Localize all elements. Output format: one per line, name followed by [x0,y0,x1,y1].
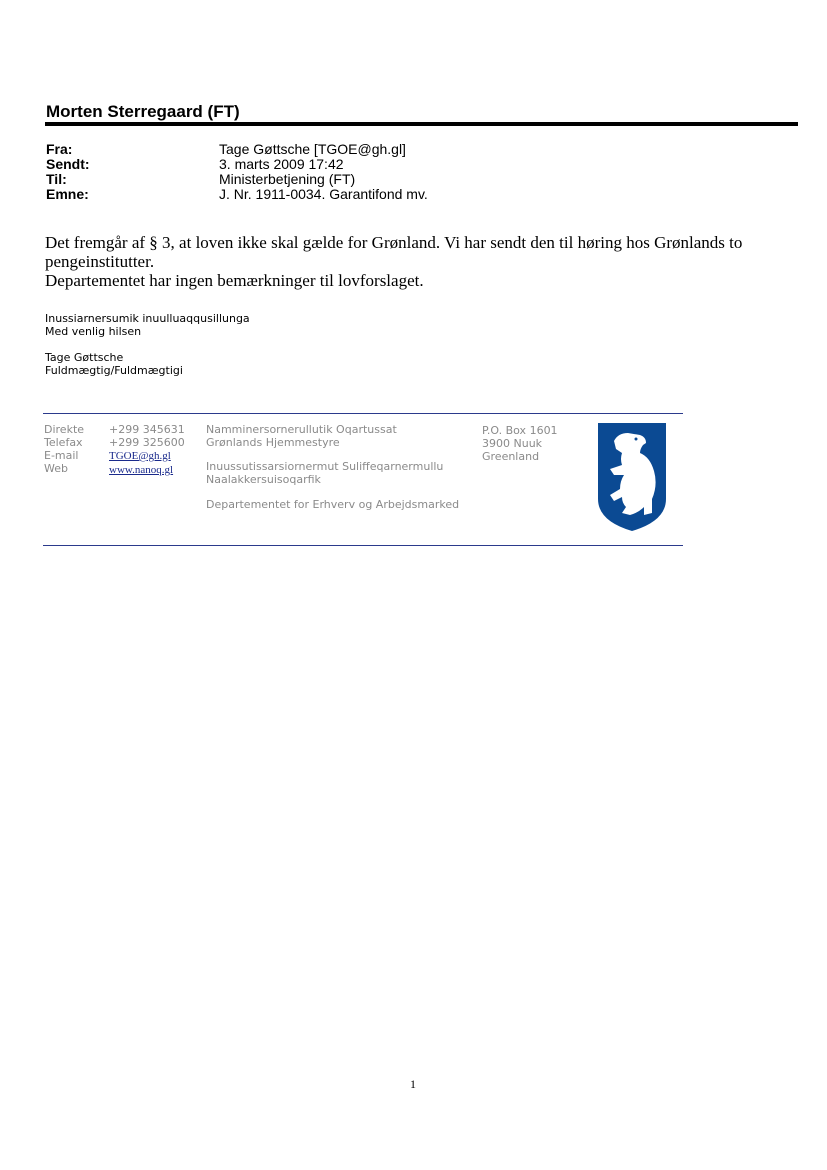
web-link[interactable]: www.nanoq.gl [109,464,174,476]
header-to-label: Til: [46,171,67,187]
body-paragraph: Departementet har ingen bemærkninger til lovforslaget. [45,271,424,290]
org-block [206,423,397,449]
header-from-label: Fra: [46,141,73,157]
header-to-value: Ministerbetjening (FT) [219,171,356,187]
greeting [45,312,250,338]
footer-rule-top [43,413,683,414]
header-from-value: Tage Gøttsche [TGOE@gh.gl] [219,141,406,157]
signature [45,351,183,377]
dept-block [206,460,443,486]
email-body [45,233,765,290]
label-web: Web [44,462,68,475]
page-number: 1 [410,1077,416,1091]
dept-name-line2: Naalakkersuisoqarfik [206,473,321,486]
phone-value: +299 345631 [109,423,185,436]
signature-title: Fuldmægtig/Fuldmægtigi [45,364,183,377]
sender-name: Morten Sterregaard (FT) [46,102,240,121]
org-name-danish: Grønlands Hjemmestyre [206,436,340,449]
label-email: E-mail [44,449,79,462]
label-fax: Telefax [44,436,83,449]
dept-name-line1: Inuussutissarsiornermut Suliffeqarnermullu [206,460,444,473]
address-block [482,424,558,463]
header-sent-label: Sendt: [46,156,90,172]
dept-name-danish: Departementet for Erhverv og Arbejdsmarked [206,498,460,511]
contact-labels [44,423,84,475]
header-sent-value: 3. marts 2009 17:42 [219,156,344,172]
label-direct: Direkte [44,423,85,436]
greeting-danish: Med venlig hilsen [45,325,142,338]
greenland-coat-of-arms-icon [596,421,668,533]
header-rule [45,122,798,126]
contact-values [109,423,185,477]
greeting-greenlandic: Inussiarnersumik inuulluaqqusillunga [45,312,250,325]
address-line: P.O. Box 1601 [482,424,558,437]
header-subject-label: Emne: [46,186,89,202]
org-name-greenlandic: Namminersornerullutik Oqartussat [206,423,397,436]
email-link[interactable]: TGOE@gh.gl [109,450,171,462]
fax-value: +299 325600 [109,436,185,449]
address-line: 3900 Nuuk [482,437,543,450]
footer-rule-bottom [43,545,683,546]
signature-name: Tage Gøttsche [45,351,124,364]
body-paragraph: Det fremgår af § 3, at loven ikke skal gælde for Grønland. Vi har sendt den til høring hos Grønlands to pengeinstitutter. [45,233,743,271]
header-subject-value: J. Nr. 1911-0034. Garantifond mv. [219,186,428,202]
address-line: Greenland [482,450,540,463]
